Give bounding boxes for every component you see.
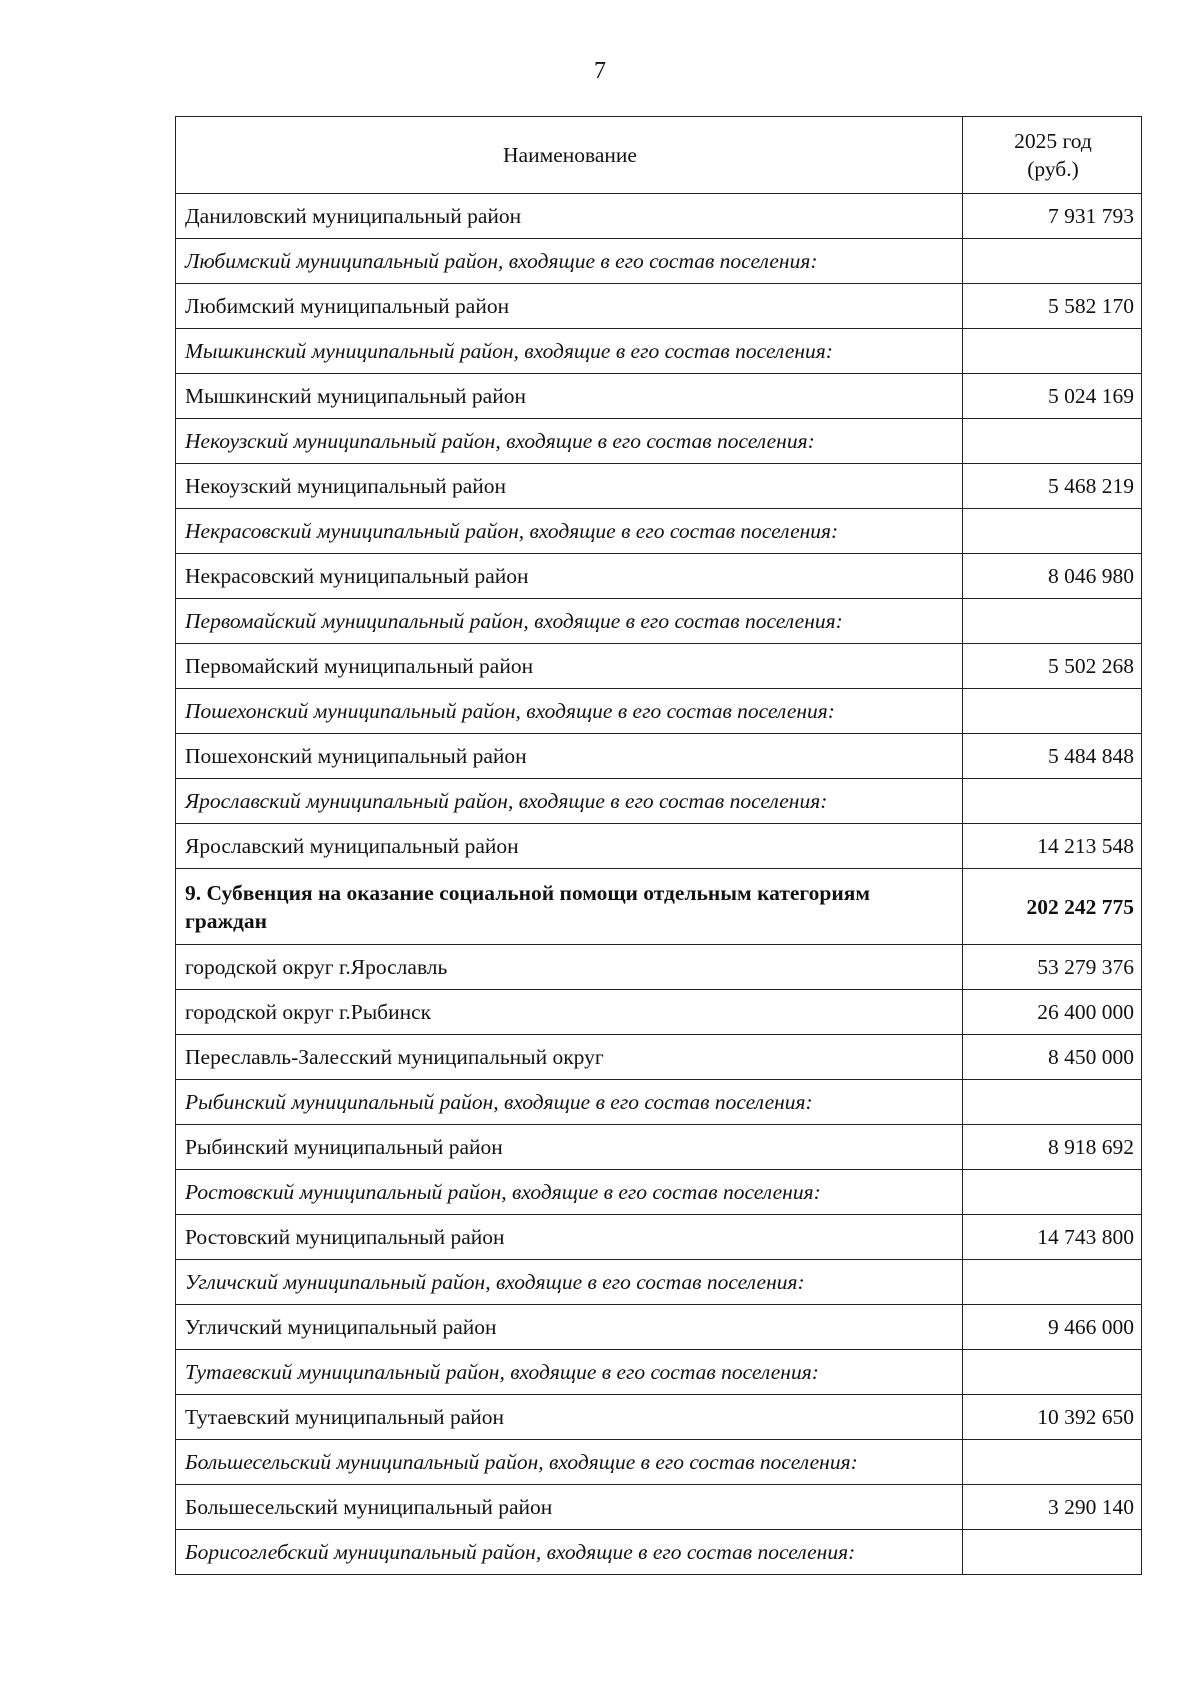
row-name-cell: Некрасовский муниципальный район (176, 554, 963, 599)
table-row (176, 644, 1142, 689)
table-row (176, 1125, 1142, 1170)
row-name-cell: Пошехонский муниципальный район, входящие в его состав поселения: (176, 689, 963, 734)
group-header-row (176, 1440, 1142, 1485)
table-row (176, 1395, 1142, 1440)
column-header-unit: (руб.) (1027, 157, 1079, 181)
row-value-cell: 8 450 000 (963, 1035, 1142, 1080)
row-name-cell: Любимский муниципальный район, входящие в его состав поселения: (176, 239, 963, 284)
row-name-cell: Рыбинский муниципальный район (176, 1125, 963, 1170)
table-row (176, 464, 1142, 509)
row-name-cell: Угличский муниципальный район, входящие в его состав поселения: (176, 1260, 963, 1305)
row-name-cell: Мышкинский муниципальный район, входящие в его состав поселения: (176, 329, 963, 374)
row-name-cell: городской округ г.Ярославль (176, 945, 963, 990)
row-name-cell: Пошехонский муниципальный район (176, 734, 963, 779)
table-header-row (176, 117, 1142, 194)
table-row (176, 1215, 1142, 1260)
row-name-cell: Некрасовский муниципальный район, входящие в его состав поселения: (176, 509, 963, 554)
table-body (176, 194, 1142, 1575)
row-value-cell: 10 392 650 (963, 1395, 1142, 1440)
column-header-year-label: 2025 год (1014, 129, 1092, 153)
group-header-row (176, 1170, 1142, 1215)
table-row (176, 374, 1142, 419)
page-number: 7 (594, 58, 606, 84)
row-value-cell (963, 509, 1142, 554)
table-row (176, 284, 1142, 329)
group-header-row (176, 419, 1142, 464)
row-value-cell (963, 599, 1142, 644)
column-header-name: Наименование (176, 117, 963, 194)
row-value-cell (963, 419, 1142, 464)
row-name-cell: Некоузский муниципальный район, входящие в его состав поселения: (176, 419, 963, 464)
group-header-row (176, 779, 1142, 824)
row-value-cell: 3 290 140 (963, 1485, 1142, 1530)
row-name-cell: Ярославский муниципальный район, входящие в его состав поселения: (176, 779, 963, 824)
table-row (176, 194, 1142, 239)
group-header-row (176, 689, 1142, 734)
row-name-cell: городской округ г.Рыбинск (176, 990, 963, 1035)
row-value-cell (963, 1440, 1142, 1485)
section-header-row (176, 869, 1142, 945)
row-name-cell: Первомайский муниципальный район, входящие в его состав поселения: (176, 599, 963, 644)
row-value-cell: 7 931 793 (963, 194, 1142, 239)
row-value-cell: 5 024 169 (963, 374, 1142, 419)
table-row (176, 1485, 1142, 1530)
row-name-cell: Ярославский муниципальный район (176, 824, 963, 869)
row-value-cell: 5 502 268 (963, 644, 1142, 689)
row-name-cell: 9. Субвенция на оказание социальной помощи отдельным категориям граждан (176, 869, 963, 945)
row-name-cell: Ростовский муниципальный район, входящие в его состав поселения: (176, 1170, 963, 1215)
group-header-row (176, 1350, 1142, 1395)
group-header-row (176, 1260, 1142, 1305)
row-name-cell: Переславль-Залесский муниципальный округ (176, 1035, 963, 1080)
row-name-cell: Тутаевский муниципальный район, входящие в его состав поселения: (176, 1350, 963, 1395)
budget-table (175, 116, 1142, 1575)
row-name-cell: Первомайский муниципальный район (176, 644, 963, 689)
table-row (176, 734, 1142, 779)
row-name-cell: Большесельский муниципальный район (176, 1485, 963, 1530)
group-header-row (176, 599, 1142, 644)
table-row (176, 554, 1142, 599)
row-value-cell: 14 743 800 (963, 1215, 1142, 1260)
row-name-cell: Даниловский муниципальный район (176, 194, 963, 239)
row-name-cell: Тутаевский муниципальный район (176, 1395, 963, 1440)
table-row (176, 824, 1142, 869)
group-header-row (176, 509, 1142, 554)
row-value-cell: 9 466 000 (963, 1305, 1142, 1350)
row-value-cell: 8 046 980 (963, 554, 1142, 599)
row-value-cell (963, 329, 1142, 374)
group-header-row (176, 329, 1142, 374)
group-header-row (176, 1080, 1142, 1125)
row-name-cell: Ростовский муниципальный район (176, 1215, 963, 1260)
row-name-cell: Угличский муниципальный район (176, 1305, 963, 1350)
row-name-cell: Борисоглебский муниципальный район, входящие в его состав поселения: (176, 1530, 963, 1575)
row-name-cell: Любимский муниципальный район (176, 284, 963, 329)
row-value-cell (963, 239, 1142, 284)
row-value-cell: 5 468 219 (963, 464, 1142, 509)
table-row (176, 1035, 1142, 1080)
row-value-cell (963, 1170, 1142, 1215)
table-row (176, 945, 1142, 990)
row-value-cell: 53 279 376 (963, 945, 1142, 990)
group-header-row (176, 239, 1142, 284)
group-header-row (176, 1530, 1142, 1575)
row-value-cell (963, 779, 1142, 824)
column-header-year (963, 117, 1142, 194)
row-value-cell (963, 1260, 1142, 1305)
row-value-cell: 14 213 548 (963, 824, 1142, 869)
row-value-cell (963, 1080, 1142, 1125)
row-value-cell: 202 242 775 (963, 869, 1142, 945)
row-name-cell: Большесельский муниципальный район, входящие в его состав поселения: (176, 1440, 963, 1485)
row-name-cell: Мышкинский муниципальный район (176, 374, 963, 419)
row-value-cell: 26 400 000 (963, 990, 1142, 1035)
row-value-cell (963, 689, 1142, 734)
row-value-cell: 8 918 692 (963, 1125, 1142, 1170)
row-value-cell: 5 582 170 (963, 284, 1142, 329)
row-value-cell: 5 484 848 (963, 734, 1142, 779)
row-name-cell: Некоузский муниципальный район (176, 464, 963, 509)
table-row (176, 990, 1142, 1035)
row-value-cell (963, 1530, 1142, 1575)
table-row (176, 1305, 1142, 1350)
row-name-cell: Рыбинский муниципальный район, входящие в его состав поселения: (176, 1080, 963, 1125)
row-value-cell (963, 1350, 1142, 1395)
